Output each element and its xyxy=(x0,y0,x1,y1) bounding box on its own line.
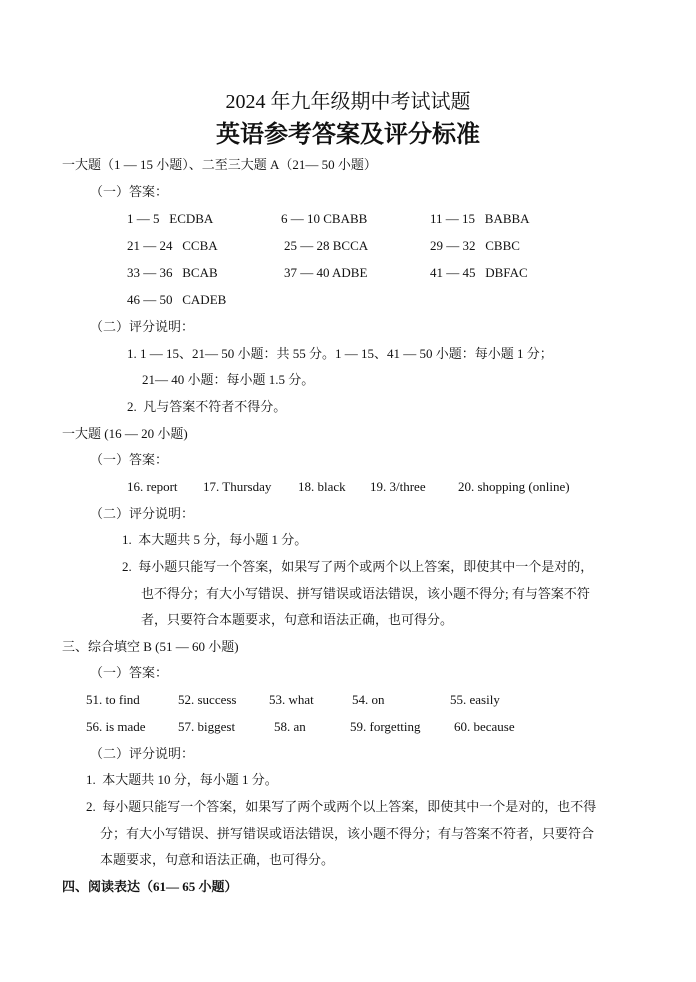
section-4-heading: 四、阅读表达（61— 65 小题） xyxy=(62,879,238,894)
section-3-heading: 三、综合填空 B (51 — 60 小题) xyxy=(62,639,239,654)
answer-item: 54. on xyxy=(352,692,385,707)
answer-item: 56. is made xyxy=(86,719,146,734)
answer-item: 20. shopping (online) xyxy=(458,479,570,494)
answer-item: 51. to find xyxy=(86,692,140,707)
scoring-note: 者，只要符合本题要求，句意和语法正确，也可得分。 xyxy=(141,612,454,627)
answer-group: 33 — 36 BCAB xyxy=(127,265,218,280)
answer-group: 21 — 24 CCBA xyxy=(127,238,218,253)
answer-group: 25 — 28 BCCA xyxy=(284,238,369,253)
answer-group: 1 — 5 ECDBA xyxy=(127,211,214,226)
answer-item: 60. because xyxy=(454,719,515,734)
answer-item: 53. what xyxy=(269,692,314,707)
scoring-note: 也不得分；有大小写错误、拼写错误或语法错误，该小题不得分; 有与答案不符 xyxy=(141,586,590,601)
scoring-note: 21— 40 小题：每小题 1.5 分。 xyxy=(142,372,315,387)
answer-item: 52. success xyxy=(178,692,237,707)
section-2-scoring-label: （二）评分说明： xyxy=(90,506,195,521)
scoring-note: 2. 每小题只能写一个答案，如果写了两个或两个以上答案，即使其中一个是对的，也不得 xyxy=(86,799,597,814)
answer-group: 11 — 15 BABBA xyxy=(430,211,530,226)
scoring-note: 1. 本大题共 5 分，每小题 1 分。 xyxy=(122,532,308,547)
answer-item: 18. black xyxy=(298,479,346,494)
section-3-answers-label: （一）答案： xyxy=(90,665,169,680)
answer-key-title: 英语参考答案及评分标准 xyxy=(216,122,480,148)
scoring-note: 分；有大小写错误、拼写错误或语法错误，该小题不得分；有与答案不符者，只要符合 xyxy=(100,826,595,841)
answer-item: 58. an xyxy=(274,719,306,734)
scoring-note: 本题要求，句意和语法正确，也可得分。 xyxy=(100,852,335,867)
scoring-note: 2. 凡与答案不符者不得分。 xyxy=(127,399,287,414)
answer-item: 57. biggest xyxy=(178,719,236,734)
scoring-note: 1. 1 — 15、21— 50 小题：共 55 分。1 — 15、41 — 50 小题：每小题 1 分； xyxy=(127,346,553,361)
answer-group: 46 — 50 CADEB xyxy=(127,292,227,307)
answer-item: 55. easily xyxy=(450,692,500,707)
section-3-scoring-label: （二）评分说明： xyxy=(90,746,195,761)
answer-group: 41 — 45 DBFAC xyxy=(430,265,528,280)
section-1-scoring-label: （二）评分说明： xyxy=(90,319,195,334)
answer-group: 6 — 10 CBABB xyxy=(281,211,368,226)
answer-item: 17. Thursday xyxy=(203,479,272,494)
answer-group: 29 — 32 CBBC xyxy=(430,238,520,253)
scoring-note: 1. 本大题共 10 分，每小题 1 分。 xyxy=(86,772,278,787)
answer-item: 19. 3/three xyxy=(370,479,426,494)
answer-item: 16. report xyxy=(127,479,178,494)
scoring-note: 2. 每小题只能写一个答案，如果写了两个或两个以上答案，即使其中一个是对的， xyxy=(122,559,594,574)
section-1-heading: 一大题（1 — 15 小题）、二至三大题 A（21— 50 小题） xyxy=(62,157,377,172)
section-2-answers-label: （一）答案： xyxy=(90,452,169,467)
section-1-answers-label: （一）答案： xyxy=(90,184,169,199)
section-2-heading: 一大题 (16 — 20 小题) xyxy=(62,426,188,441)
answer-group: 37 — 40 ADBE xyxy=(284,265,368,280)
answer-item: 59. forgetting xyxy=(350,719,421,734)
exam-title: 2024 年九年级期中考试试题 xyxy=(225,91,471,113)
